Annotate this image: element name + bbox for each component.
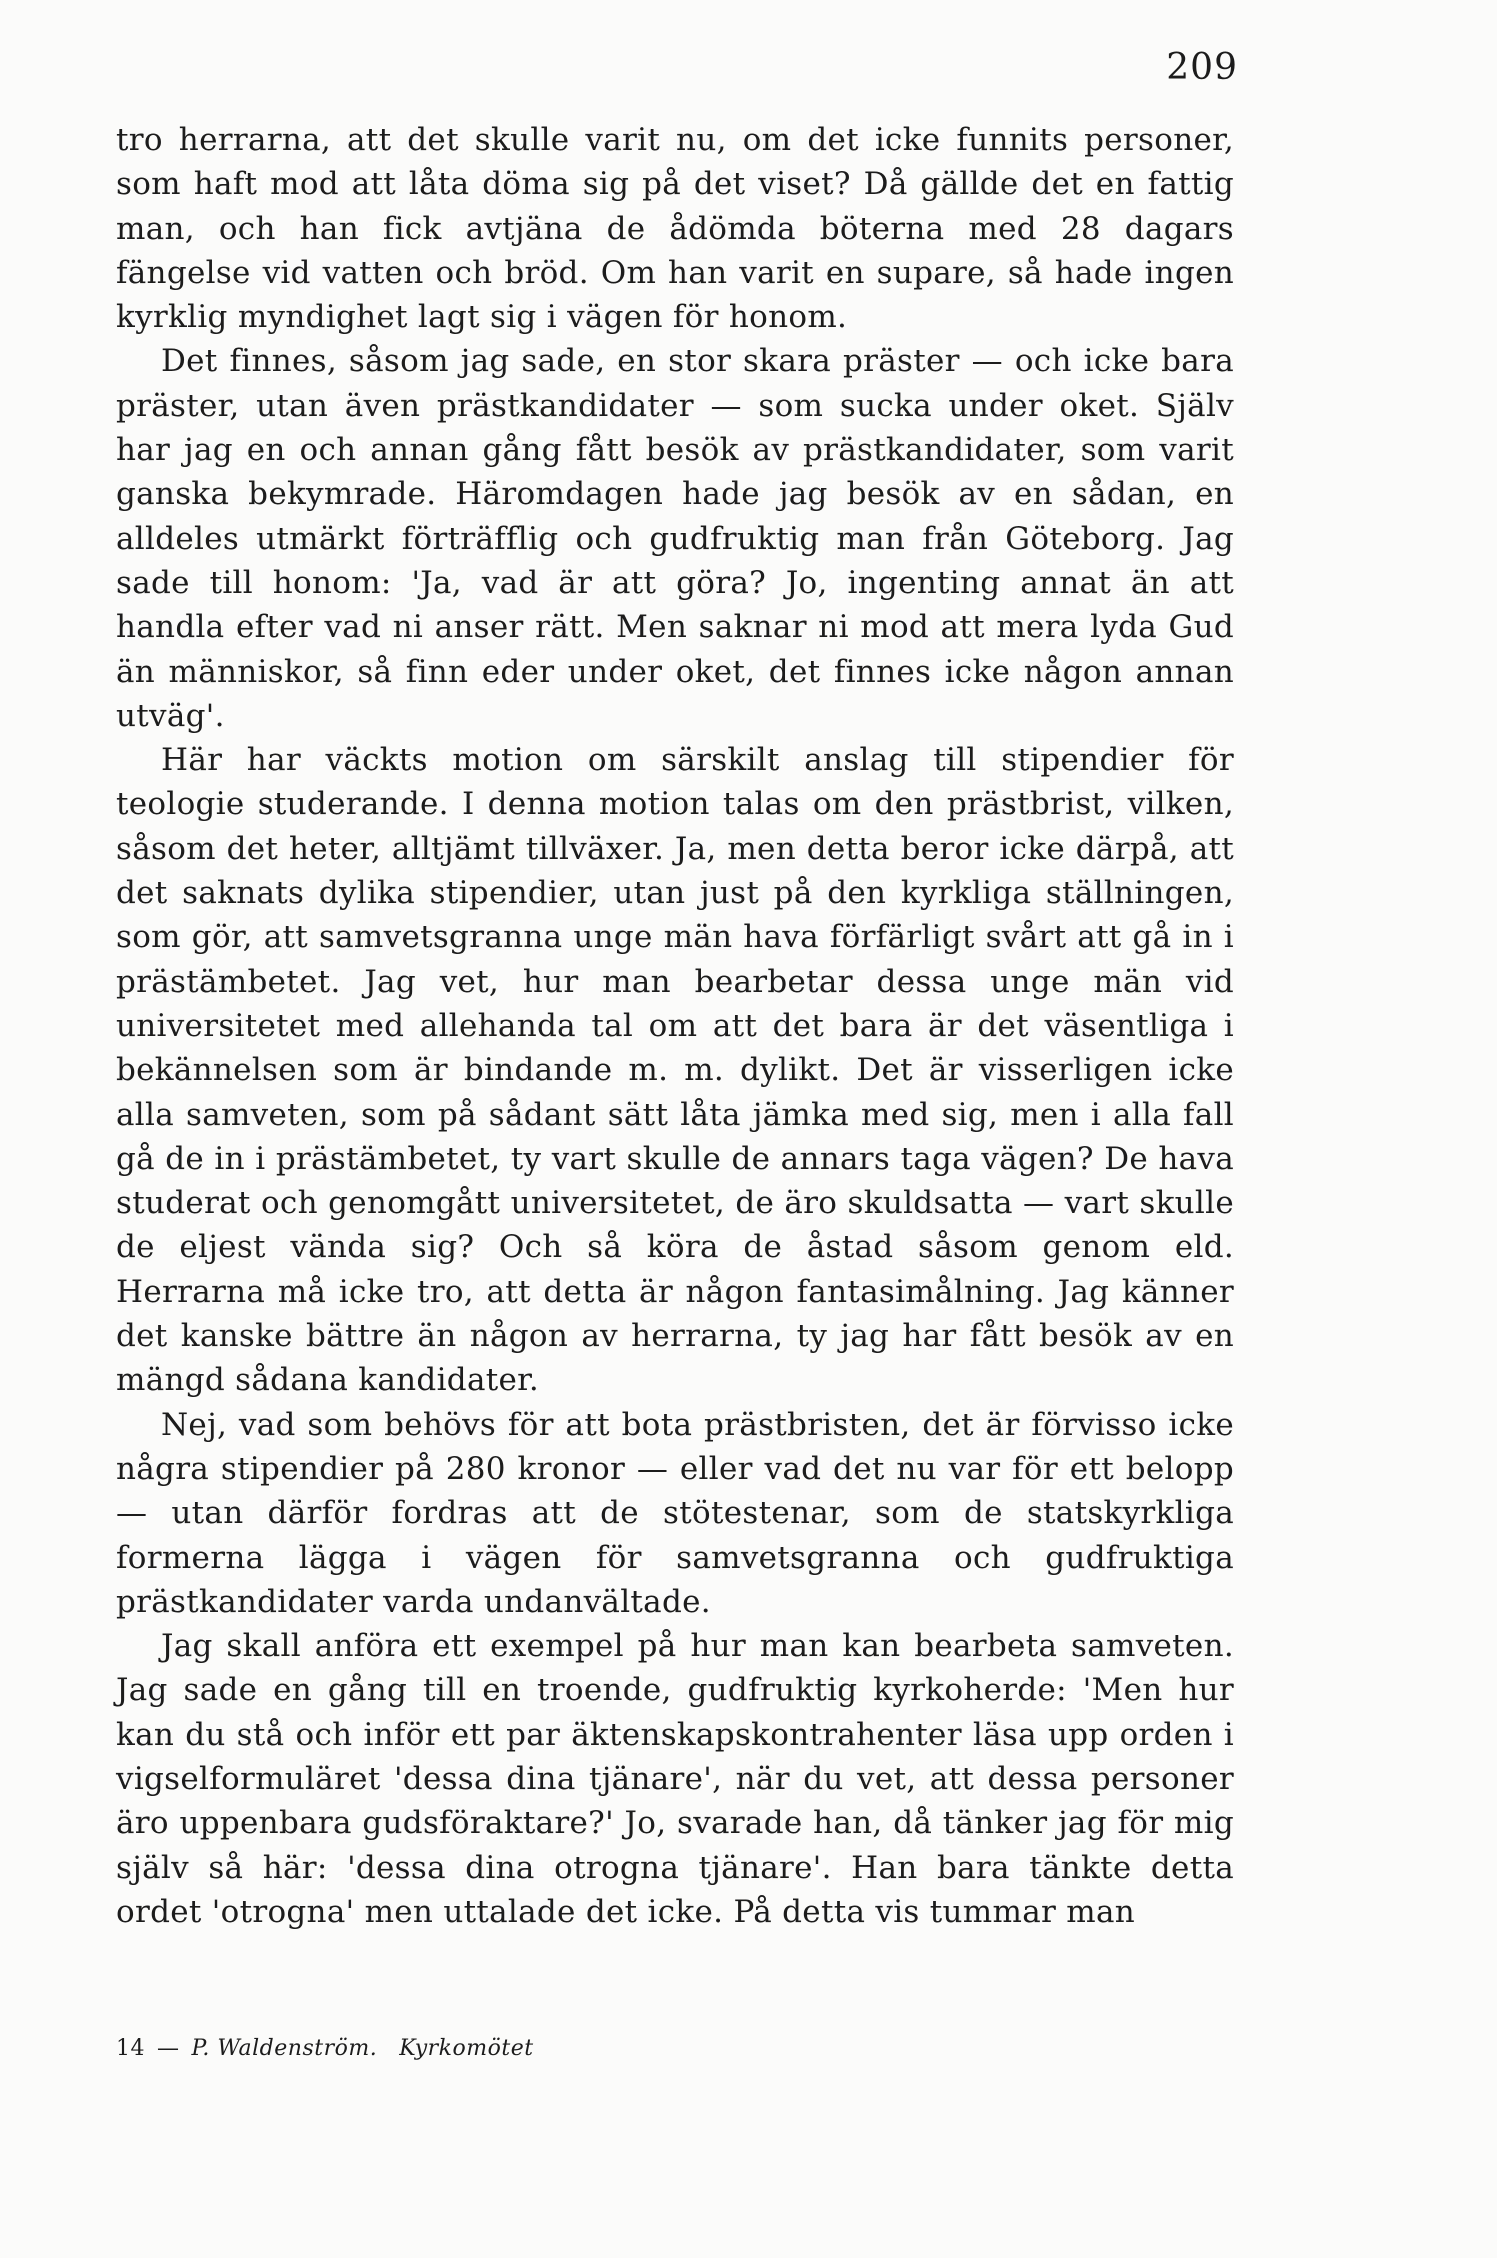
footer-title: Kyrkomötet — [399, 2036, 534, 2061]
page-number: 209 — [1166, 47, 1238, 88]
footer-dash: — — [157, 2036, 180, 2061]
paragraph-2: Det finnes, såsom jag sade, en stor skara präster — och icke bara präster, utan även prästkandidater — som sucka under oket. Själv har jag en och annan gång fått besök av prästkandidater, som varit ganska bekymrade. Häromdagen hade jag besök av en sådan, en alldeles utmärkt förträfflig och gudfruktig man från Göteborg. Jag sade till honom: 'Ja, vad är att göra? Jo, ingenting annat än att handla efter vad ni anser rätt. Men saknar ni mod att mera lyda Gud än människor, så finn eder under oket, det finnes icke någon annan utväg'. — [116, 343, 1234, 734]
paragraph-5: Jag skall anföra ett exempel på hur man kan bearbeta samveten. Jag sade en gång till en troende, gudfruktig kyrkoherde: 'Men hur kan du stå och inför ett par äktenskapskontrahenter läsa upp orden i vigselformuläret 'dessa dina tjänare', när du vet, att dessa personer äro uppenbara gudsföraktare?' Jo, svarade han, då tänker jag för mig själv så här: 'dessa dina otrogna tjänare'. Han bara tänkte detta ordet 'otrogna' men uttalade det icke. På detta vis tummar man — [116, 1628, 1234, 1930]
body-text — [116, 118, 1234, 1934]
footer-author: P. Waldenström. — [191, 2036, 378, 2061]
paragraph-4: Nej, vad som behövs för att bota prästbristen, det är förvisso icke några stipendier på 280 kronor — eller vad det nu var för ett belopp — utan därför fordras att de stötestenar, som de statskyrkliga formerna lägga i vägen för samvetsgranna och gudfruktiga prästkandidater varda undanvältade. — [116, 1406, 1234, 1620]
page-footer — [116, 2033, 534, 2065]
paragraph-1: tro herrarna, att det skulle varit nu, om det icke funnits personer, som haft mod att låta döma sig på det viset? Då gällde det en fattig man, och han fick avtjäna de ådömda böterna med 28 dagars fängelse vid vatten och bröd. Om han varit en supare, så hade ingen kyrklig myndighet lagt sig i vägen för honom. — [116, 122, 1234, 336]
paragraph-3: Här har väckts motion om särskilt anslag till stipendier för teologie studerande. I denna motion talas om den prästbrist, vilken, såsom det heter, alltjämt tillväxer. Ja, men detta beror icke därpå, att det saknats dylika stipendier, utan just på den kyrkliga ställningen, som gör, att samvetsgranna unge män hava förfärligt svårt att gå in i prästämbetet. Jag vet, hur man bearbetar dessa unge män vid universitetet med allehanda tal om att det bara är det väsentliga i bekännelsen som är bindande m. m. dylikt. Det är visserligen icke alla samveten, som på sådant sätt låta jämka med sig, men i alla fall gå de in i prästämbetet, ty vart skulle de annars taga vägen? De hava studerat och genomgått universitetet, de äro skuldsatta — vart skulle de eljest vända sig? Och så köra de åstad såsom genom eld. Herrarna må icke tro, att detta är någon fantasimålning. Jag känner det kanske bättre än någon av herrarna, ty jag har fått besök av en mängd sådana kandidater. — [116, 742, 1234, 1399]
signature-number: 14 — [116, 2036, 145, 2061]
